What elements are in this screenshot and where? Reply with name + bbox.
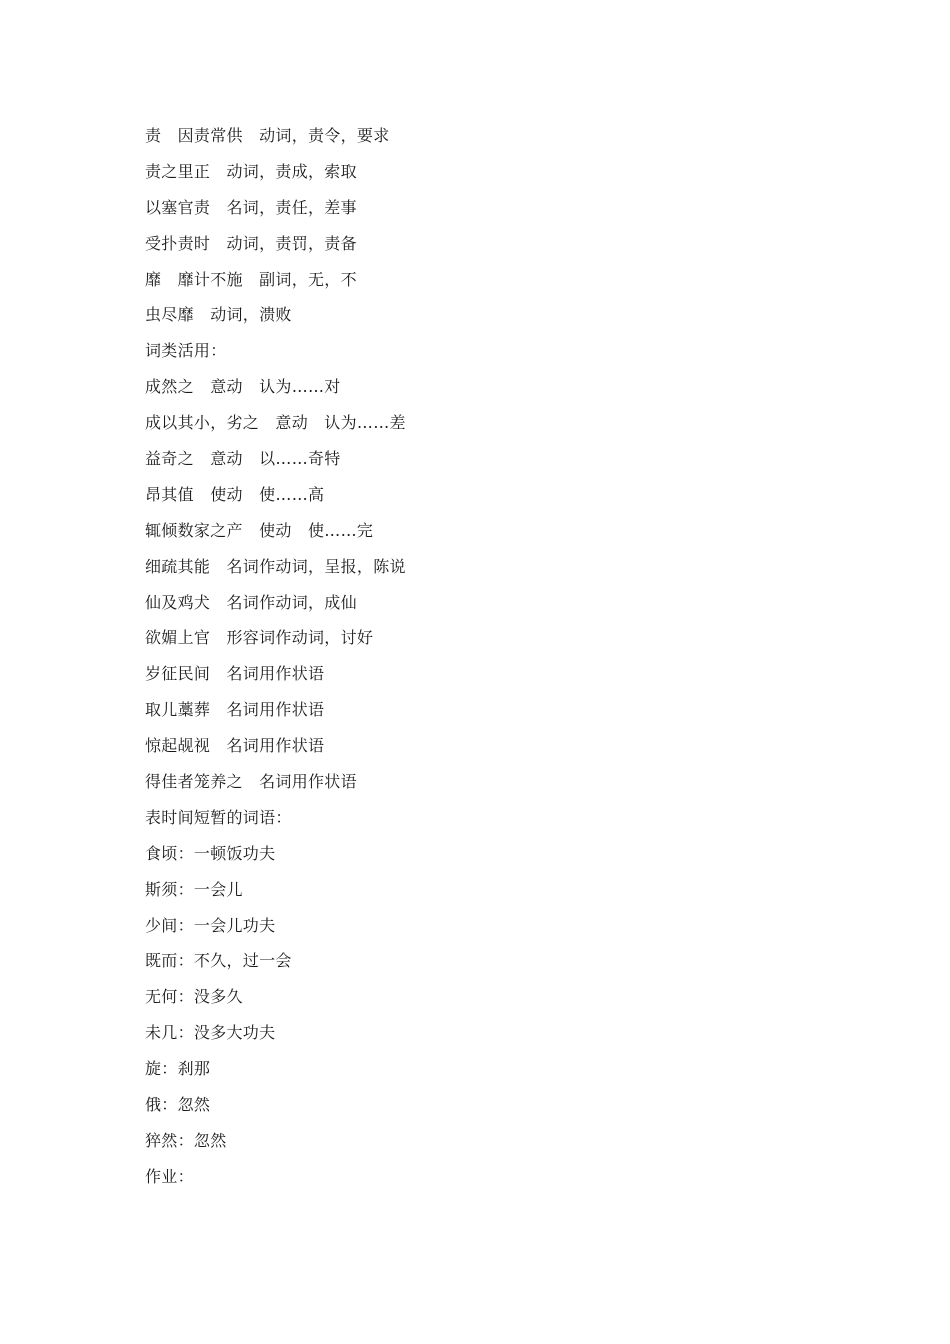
text-line: 斯须：一会儿: [145, 879, 243, 899]
text-line: 岁征民间 名词用作状语: [145, 664, 325, 684]
text-line: 细疏其能 名词作动词，呈报，陈说: [145, 556, 406, 576]
text-line: 无何：没多久: [145, 987, 243, 1007]
text-line: 责 因责常供 动词，责令，要求: [145, 126, 390, 145]
section-heading: 表时间短暂的词语：: [145, 807, 292, 827]
text-line: 虫尽靡 动词，溃败: [145, 305, 292, 325]
text-line: 少间：一会儿功夫: [145, 915, 276, 935]
text-line: 得佳者笼养之 名词用作状语: [145, 772, 357, 792]
text-line: 仙及鸡犬 名词作动词，成仙: [145, 592, 357, 612]
text-line: 辄倾数家之产 使动 使……完: [145, 520, 374, 540]
text-line: 俄：忽然: [145, 1095, 211, 1115]
text-line: 取儿藁葬 名词用作状语: [145, 700, 325, 720]
text-line: 受扑责时 动词，责罚，责备: [145, 233, 357, 253]
text-line: 食顷：一顿饭功夫: [145, 843, 276, 863]
section-heading: 词类活用：: [145, 341, 227, 361]
text-line: 成然之 意动 认为……对: [145, 377, 341, 397]
text-line: 欲媚上官 形容词作动词，讨好: [145, 628, 374, 648]
text-line: 惊起觇视 名词用作状语: [145, 736, 325, 756]
text-line: 未几：没多大功夫: [145, 1023, 276, 1043]
text-line: 靡 靡计不施 副词，无，不: [145, 269, 357, 289]
text-line: 猝然：忽然: [145, 1130, 227, 1150]
section-heading: 作业：: [145, 1166, 194, 1186]
text-line: 旋：刹那: [145, 1059, 211, 1079]
text-line: 昂其值 使动 使……高: [145, 484, 325, 504]
text-line: 成以其小，劣之 意动 认为……差: [145, 413, 406, 433]
document-body: [145, 123, 845, 1200]
text-line: 以塞官责 名词，责任，差事: [145, 197, 357, 217]
text-line: 既而：不久，过一会: [145, 951, 292, 971]
text-line: 益奇之 意动 以……奇特: [145, 449, 341, 469]
text-line: 责之里正 动词，责成，索取: [145, 161, 357, 181]
